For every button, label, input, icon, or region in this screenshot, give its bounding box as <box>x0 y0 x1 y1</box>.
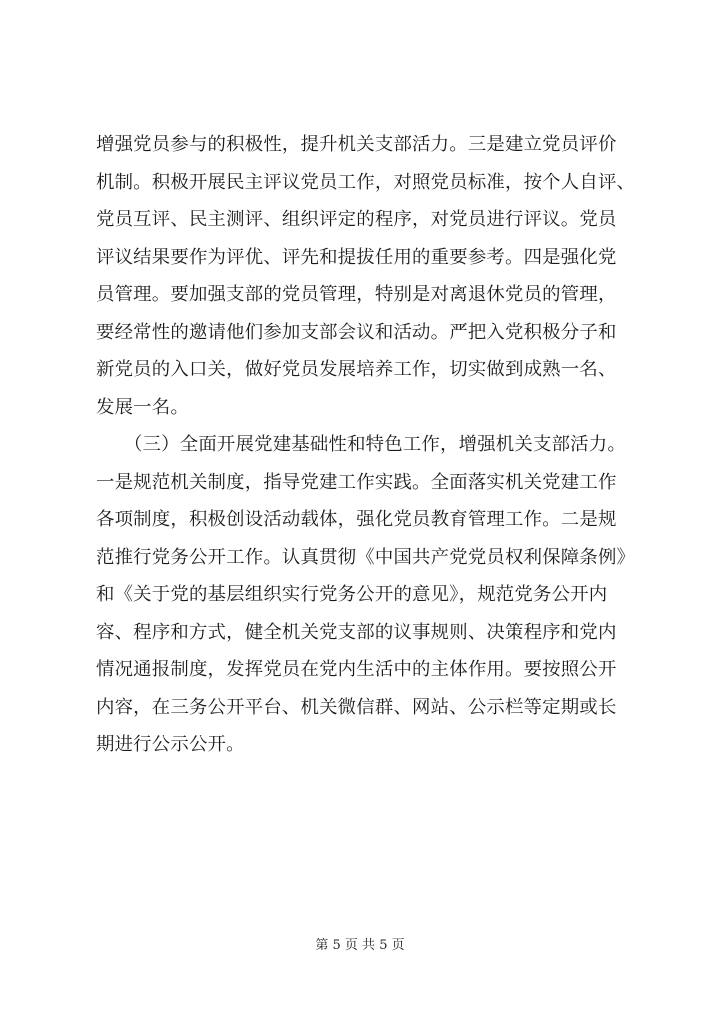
text-line: 员管理。要加强支部的党员管理，特别是对离退休党员的管理， <box>96 284 617 305</box>
text-line: 内容，在三务公开平台、机关微信群、网站、公示栏等定期或长 <box>96 696 617 718</box>
text-line: 期进行公示公开。 <box>96 734 245 755</box>
text-line: 增强党员参与的积极性，提升机关支部活力。三是建立党员评价 <box>96 134 617 155</box>
section-heading-line: （三）全面开展党建基础性和特色工作，增强机关支部活力。 <box>96 434 626 455</box>
text-line: 和《关于党的基层组织实行党务公开的意见》，规范党务公开内 <box>96 584 608 605</box>
text-line: 要经常性的邀请他们参加支部会议和活动。严把入党积极分子和 <box>96 321 617 343</box>
text-line: 情况通报制度，发挥党员在党内生活中的主体作用。要按照公开 <box>96 659 617 680</box>
text-line: 容、程序和方式，健全机关党支部的议事规则、决策程序和党内 <box>96 621 617 643</box>
text-line: 评议结果要作为评优、评先和提拔任用的重要参考。四是强化党 <box>96 246 617 268</box>
page-number-footer: 第 5 页 共 5 页 <box>315 938 405 953</box>
text-line: 机制。积极开展民主评议党员工作，对照党员标准，按个人自评、 <box>96 171 636 193</box>
body-text <box>96 126 656 764</box>
text-line: 党员互评、民主测评、组织评定的程序，对党员进行评议。党员 <box>96 209 617 230</box>
text-line: 新党员的入口关，做好党员发展培养工作，切实做到成熟一名、 <box>96 359 617 380</box>
text-line: 发展一名。 <box>96 396 189 418</box>
text-line: 各项制度，积极创设活动载体，强化党员教育管理工作。二是规 <box>96 509 617 530</box>
text-line: 范推行党务公开工作。认真贯彻《中国共产党党员权利保障条例》 <box>96 546 636 568</box>
text-line: 一是规范机关制度，指导党建工作实践。全面落实机关党建工作 <box>96 471 617 493</box>
